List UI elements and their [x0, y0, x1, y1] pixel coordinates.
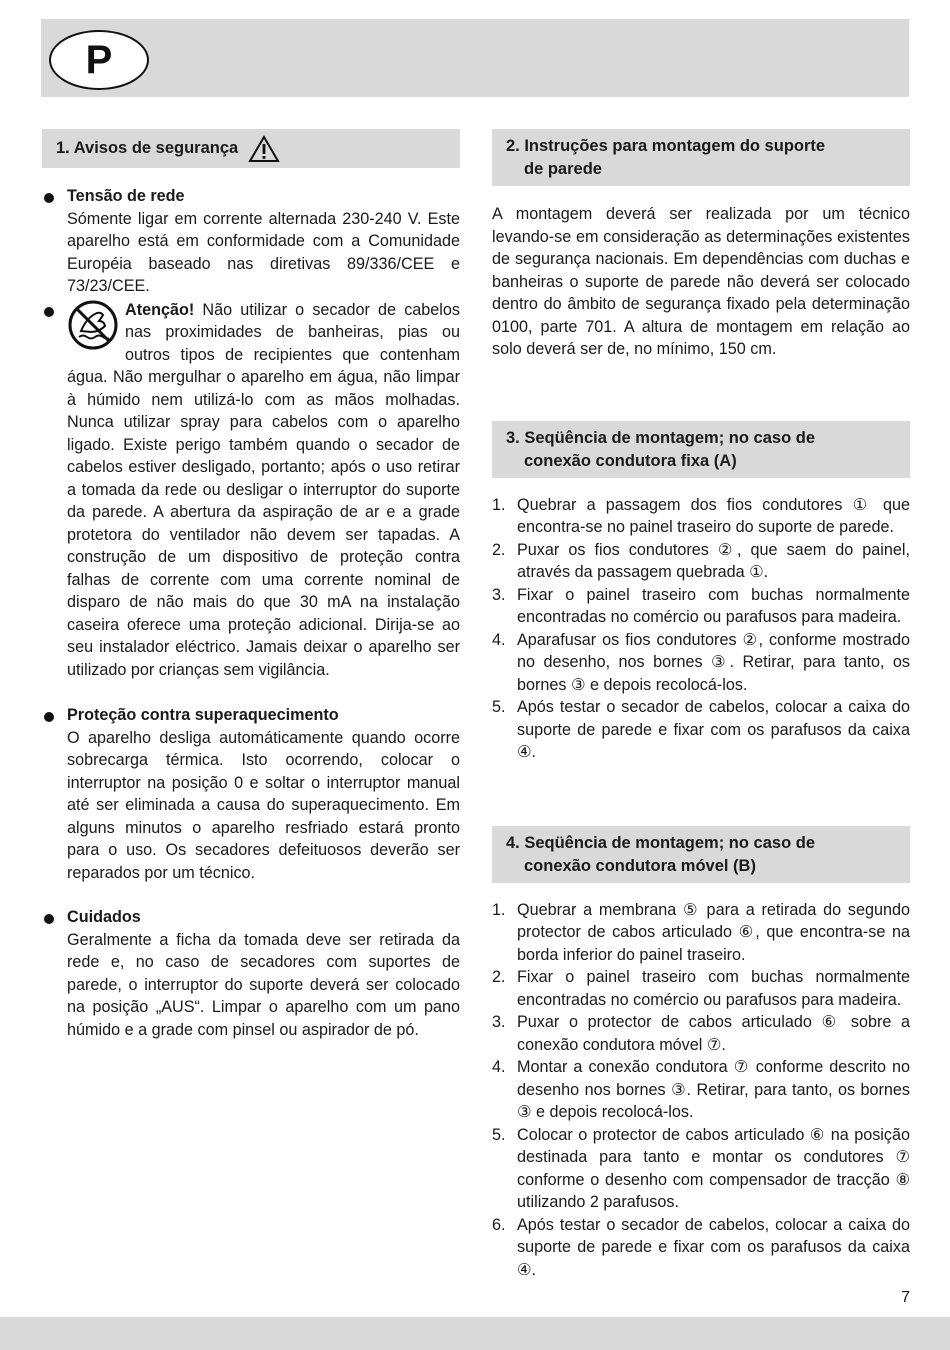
step-number: 4. [492, 1058, 506, 1076]
list-item [492, 899, 910, 967]
list-item [492, 1056, 910, 1124]
section-3-title-line2: conexão condutora fixa (A) [524, 451, 737, 470]
no-wet-hands-icon [67, 299, 119, 351]
tensao-title: Tensão de rede [67, 187, 185, 205]
section-2-title-line2: de parede [524, 160, 602, 178]
header-bar [41, 19, 909, 97]
section-4-heading [492, 826, 910, 883]
step-number: 2. [492, 540, 506, 559]
left-column [42, 129, 460, 1041]
step-text: Quebrar a passagem dos fios condutores ① que encontra-se no painel traseiro do suporte de parede. [517, 495, 910, 536]
list-item [492, 1214, 910, 1282]
step-text: Puxar o protector de cabos articulado ⑥ sobre a conexão condutora móvel ⑦. [517, 1013, 910, 1054]
step-text: Fixar o painel traseiro com buchas normalmente encontradas no comércio ou parafusos para madeira. [517, 585, 910, 626]
step-text: Após testar o secador de cabelos, colocar a caixa do suporte de parede e fixar com os parafusos da caixa ④. [517, 698, 910, 761]
section-4-title-line1: 4. Seqüência de montagem; no caso de [506, 833, 815, 852]
section-2-text: A montagem deverá ser realizada por um técnico levando-se em consideração as determinações existentes de segurança nacionais. Em dependências com duchas e banheiras o suporte de parede não deverá ser colocado dentro do âmbito de segurança fixado pela determinação 0100, parte 701. A altura de montagem em relação ao solo deverá ser de, no mínimo, 150 cm. [492, 205, 910, 358]
section-2-heading [492, 129, 910, 186]
section-3-title-line1: 3. Seqüência de montagem; no caso de [506, 428, 815, 447]
section-1-heading [42, 129, 460, 168]
list-item [492, 1124, 910, 1214]
list-item [492, 629, 910, 697]
step-number: 6. [492, 1215, 506, 1234]
bullet-tensao [42, 185, 460, 298]
list-item [492, 966, 910, 1011]
bullet-protecao [42, 704, 460, 884]
right-column [492, 129, 910, 1281]
cuidados-text: Geralmente a ficha da tomada deve ser retirada da rede e, no caso de secadores com suportes de parede, o interruptor do suporte deverá ser colocado na posição „AUS“. Limpar o aparelho com um pano húmido e a grade com pinsel ou aspirador de pó. [67, 930, 460, 1039]
section-2-title-line1: 2. Instruções para montagem do suporte [506, 137, 826, 155]
list-item [492, 584, 910, 629]
bullet-icon [44, 712, 54, 722]
step-text: Colocar o protector de cabos articulado ⑥ na posição destinada para tanto e montar os condutores ⑦ conforme o desenho com compensador de tracção ⑧ utilizando 2 parafusos. [517, 1125, 910, 1211]
section-1-title: 1. Avisos de segurança [56, 139, 239, 157]
step-number: 5. [492, 698, 506, 716]
section-3-heading [492, 421, 910, 478]
warning-triangle-icon [248, 135, 280, 163]
footer-bar [0, 1317, 950, 1350]
bullet-icon [44, 914, 54, 924]
bullet-icon [44, 307, 54, 317]
step-number: 1. [492, 495, 506, 514]
section-3-steps [492, 494, 910, 764]
tensao-text: Sómente ligar em corrente alternada 230-240 V. Este aparelho está em conformidade com a Comunidade Européia baseado nas diretivas 89/336/CEE e 73/23/CEE. [67, 209, 460, 295]
list-item [492, 696, 910, 764]
step-text: Puxar os fios condutores ②, que saem do painel, através da passagem quebrada ①. [517, 540, 910, 581]
language-badge: P [49, 30, 149, 90]
step-text: Montar a conexão condutora ⑦ conforme descrito no desenho nos bornes ③. Retirar, para tanto, os bornes ③ e depois recolocá-los. [517, 1058, 910, 1121]
list-item [492, 539, 910, 584]
step-text: Fixar o painel traseiro com buchas normalmente encontradas no comércio ou parafusos para madeira. [517, 968, 910, 1009]
bullet-icon [44, 193, 54, 203]
bullet-cuidados [42, 906, 460, 1041]
step-number: 2. [492, 968, 506, 986]
step-text: Quebrar a membrana ⑤ para a retirada do segundo protector de cabos articulado ⑥, que encontra-se na borda inferior do painel traseiro. [517, 900, 910, 964]
atencao-lead: Atenção! [125, 300, 195, 319]
protecao-title: Proteção contra superaquecimento [67, 706, 339, 724]
list-item [492, 1011, 910, 1056]
list-item [492, 494, 910, 539]
bullet-atencao [42, 299, 460, 682]
page-number: 7 [901, 1289, 910, 1306]
protecao-text: O aparelho desliga automáticamente quando ocorre sobrecarga térmica. Isto ocorrendo, colocar o interruptor na posição 0 e soltar o interruptor manual até ser eliminada a causa do superaquecimento. Em alguns minutos o aparelho resfriado estará pronto para o uso. Os secadores defeituosos deverão ser reparados por um técnico. [67, 728, 460, 882]
step-number: 5. [492, 1125, 506, 1144]
atencao-text: Não utilizar o secador de cabelos nas proximidades de banheiras, pias ou outros tipos de recipientes que contenham água. Não mergulhar o aparelho em água, não limpar à húmido nem utilizá-lo com as mãos molhadas. Nunca utilizar spray para cabelos com o aparelho ligado. Existe perigo também quando o secador de cabelos estiver desligado, portanto; após o uso retirar a tomada da rede ou desligar o interruptor do suporte da parede. A abertura da aspiração de ar e a grade protetora do ventilador não devem ser tapadas. A construção de um dispositivo de proteção contra falhas de corrente com uma corrente nominal de disparo de não mais do que 30 mA na instalação caseira oferece uma proteção adicional. Dirija-se ao seu instalador eléctrico. Jamais deixar o aparelho ser utilizado por crianças sem vigilância. [67, 300, 460, 679]
step-text: Após testar o secador de cabelos, colocar a caixa do suporte de parede e fixar com os parafusos da caixa ④. [517, 1215, 910, 1279]
step-number: 3. [492, 1013, 506, 1031]
step-text: Aparafusar os fios condutores ②, conforme mostrado no desenho, nos bornes ③. Retirar, para tanto, os bornes ③ e depois recolocá-los. [517, 630, 910, 694]
cuidados-title: Cuidados [67, 908, 141, 926]
section-4-steps [492, 899, 910, 1282]
section-4-title-line2: conexão condutora móvel (B) [524, 856, 756, 875]
step-number: 3. [492, 585, 506, 604]
step-number: 4. [492, 630, 506, 649]
step-number: 1. [492, 900, 506, 919]
